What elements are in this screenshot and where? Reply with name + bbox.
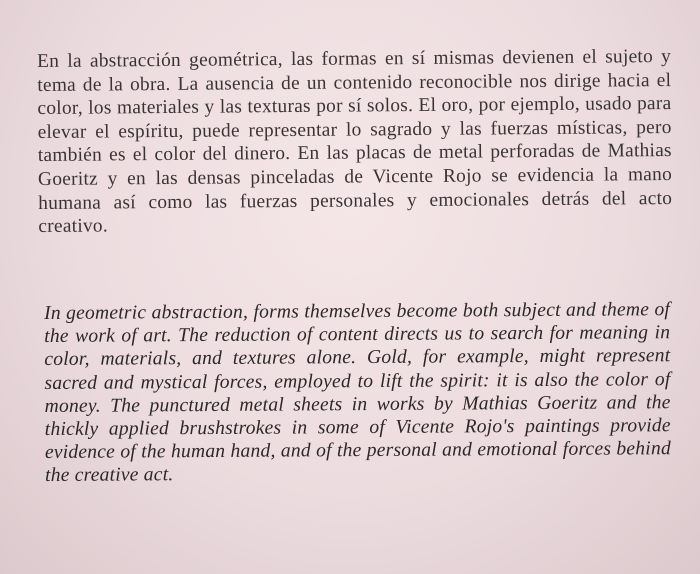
spanish-paragraph: En la abstracción geométrica, las formas en sí mismas devienen el sujeto y tema de la obra. La ausencia de un contenido reconocible nos dirige hacia el color, los materiales y las texturas por sí solos. El oro, por ejemplo, usado para elevar el espíritu, puede representar lo sagrado y las fuerzas místicas, pero también es el color del dinero. En las placas de metal perforadas de Mathias Goeritz y en las densas pinceladas de Vicente Rojo se evidencia la mano humana así como las fuerzas personales y emocionales detrás del acto creativo. (37, 46, 673, 238)
english-paragraph: In geometric abstraction, forms themselves become both subject and theme of the work of art. The reduction of content directs us to search for meaning in color, materials, and textures alone. Gold, for example, might represent sacred and mystical forces, employed to lift the spirit: it is also the color of money. The punctured metal sheets in works by Mathias Goeritz and the thickly applied brushstrokes in some of Vicente Rojo's paintings provide evidence of the human hand, and of the personal and emotional forces behind the creative act. (44, 299, 671, 487)
